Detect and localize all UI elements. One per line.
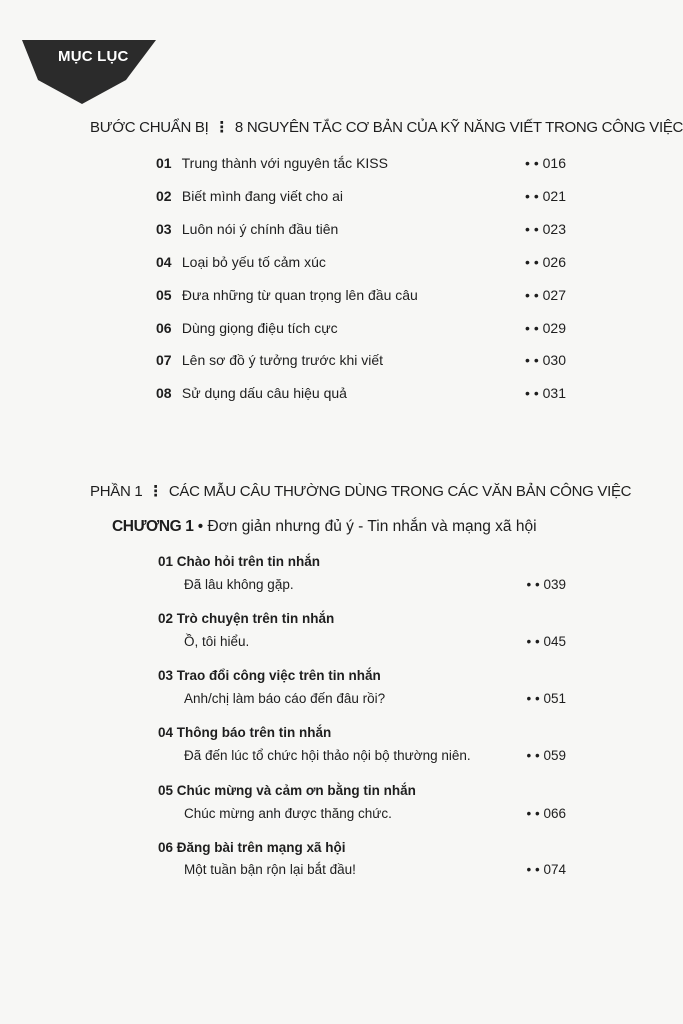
toc-subsection-entry[interactable]: Đã lâu không gặp. • • 039	[184, 577, 566, 592]
toc-entry[interactable]: 06 Dùng giọng điệu tích cực • • 029	[156, 320, 566, 336]
toc-entry[interactable]: 03 Luôn nói ý chính đầu tiên • • 023	[156, 221, 566, 237]
toc-subsection-heading[interactable]: 04 Thông báo trên tin nhắn	[158, 725, 332, 740]
toc-title: MỤC LỤC	[58, 48, 129, 65]
toc-subsection-heading[interactable]: 03 Trao đổi công việc trên tin nhắn	[158, 668, 381, 683]
toc-subsection-entry[interactable]: Anh/chị làm báo cáo đến đâu rồi? • • 051	[184, 691, 566, 706]
toc-subsection-heading[interactable]: 05 Chúc mừng và cảm ơn bằng tin nhắn	[158, 783, 416, 798]
toc-entry[interactable]: 02 Biết mình đang viết cho ai • • 021	[156, 188, 566, 204]
part1-section-title: PHẦN 1 ⋮ CÁC MẪU CÂU THƯỜNG DÙNG TRONG CÁC VĂN BẢN CÔNG VIỆC	[90, 483, 632, 500]
toc-subsection-heading[interactable]: 02 Trò chuyện trên tin nhắn	[158, 611, 335, 626]
toc-entry[interactable]: 04 Loại bỏ yếu tố cảm xúc • • 026	[156, 254, 566, 270]
toc-subsection-entry[interactable]: Đã đến lúc tổ chức hội thảo nội bộ thường niên. • • 059	[184, 748, 566, 763]
toc-entry[interactable]: 05 Đưa những từ quan trọng lên đầu câu • • 027	[156, 287, 566, 303]
chapter-heading: CHƯƠNG 1 • Đơn giản nhưng đủ ý - Tin nhắn và mạng xã hội	[112, 518, 537, 535]
toc-subsection-heading[interactable]: 01 Chào hỏi trên tin nhắn	[158, 554, 321, 569]
toc-subsection-heading[interactable]: 06 Đăng bài trên mạng xã hội	[158, 840, 346, 855]
toc-subsection-entry[interactable]: Một tuần bận rộn lại bắt đầu! • • 074	[184, 862, 566, 877]
toc-subsection-entry[interactable]: Chúc mừng anh được thăng chức. • • 066	[184, 806, 566, 821]
toc-subsection-entry[interactable]: Ồ, tôi hiểu. • • 045	[184, 634, 566, 649]
prep-section-title: BƯỚC CHUẨN BỊ ⋮ 8 NGUYÊN TẮC CƠ BẢN CỦA KỸ NĂNG VIẾT TRONG CÔNG VIỆC	[90, 119, 683, 136]
toc-entry[interactable]: 07 Lên sơ đồ ý tưởng trước khi viết • • 030	[156, 352, 566, 368]
toc-entry[interactable]: 01 Trung thành với nguyên tắc KISS • • 016	[156, 155, 566, 171]
toc-entry[interactable]: 08 Sử dụng dấu câu hiệu quả • • 031	[156, 385, 566, 401]
